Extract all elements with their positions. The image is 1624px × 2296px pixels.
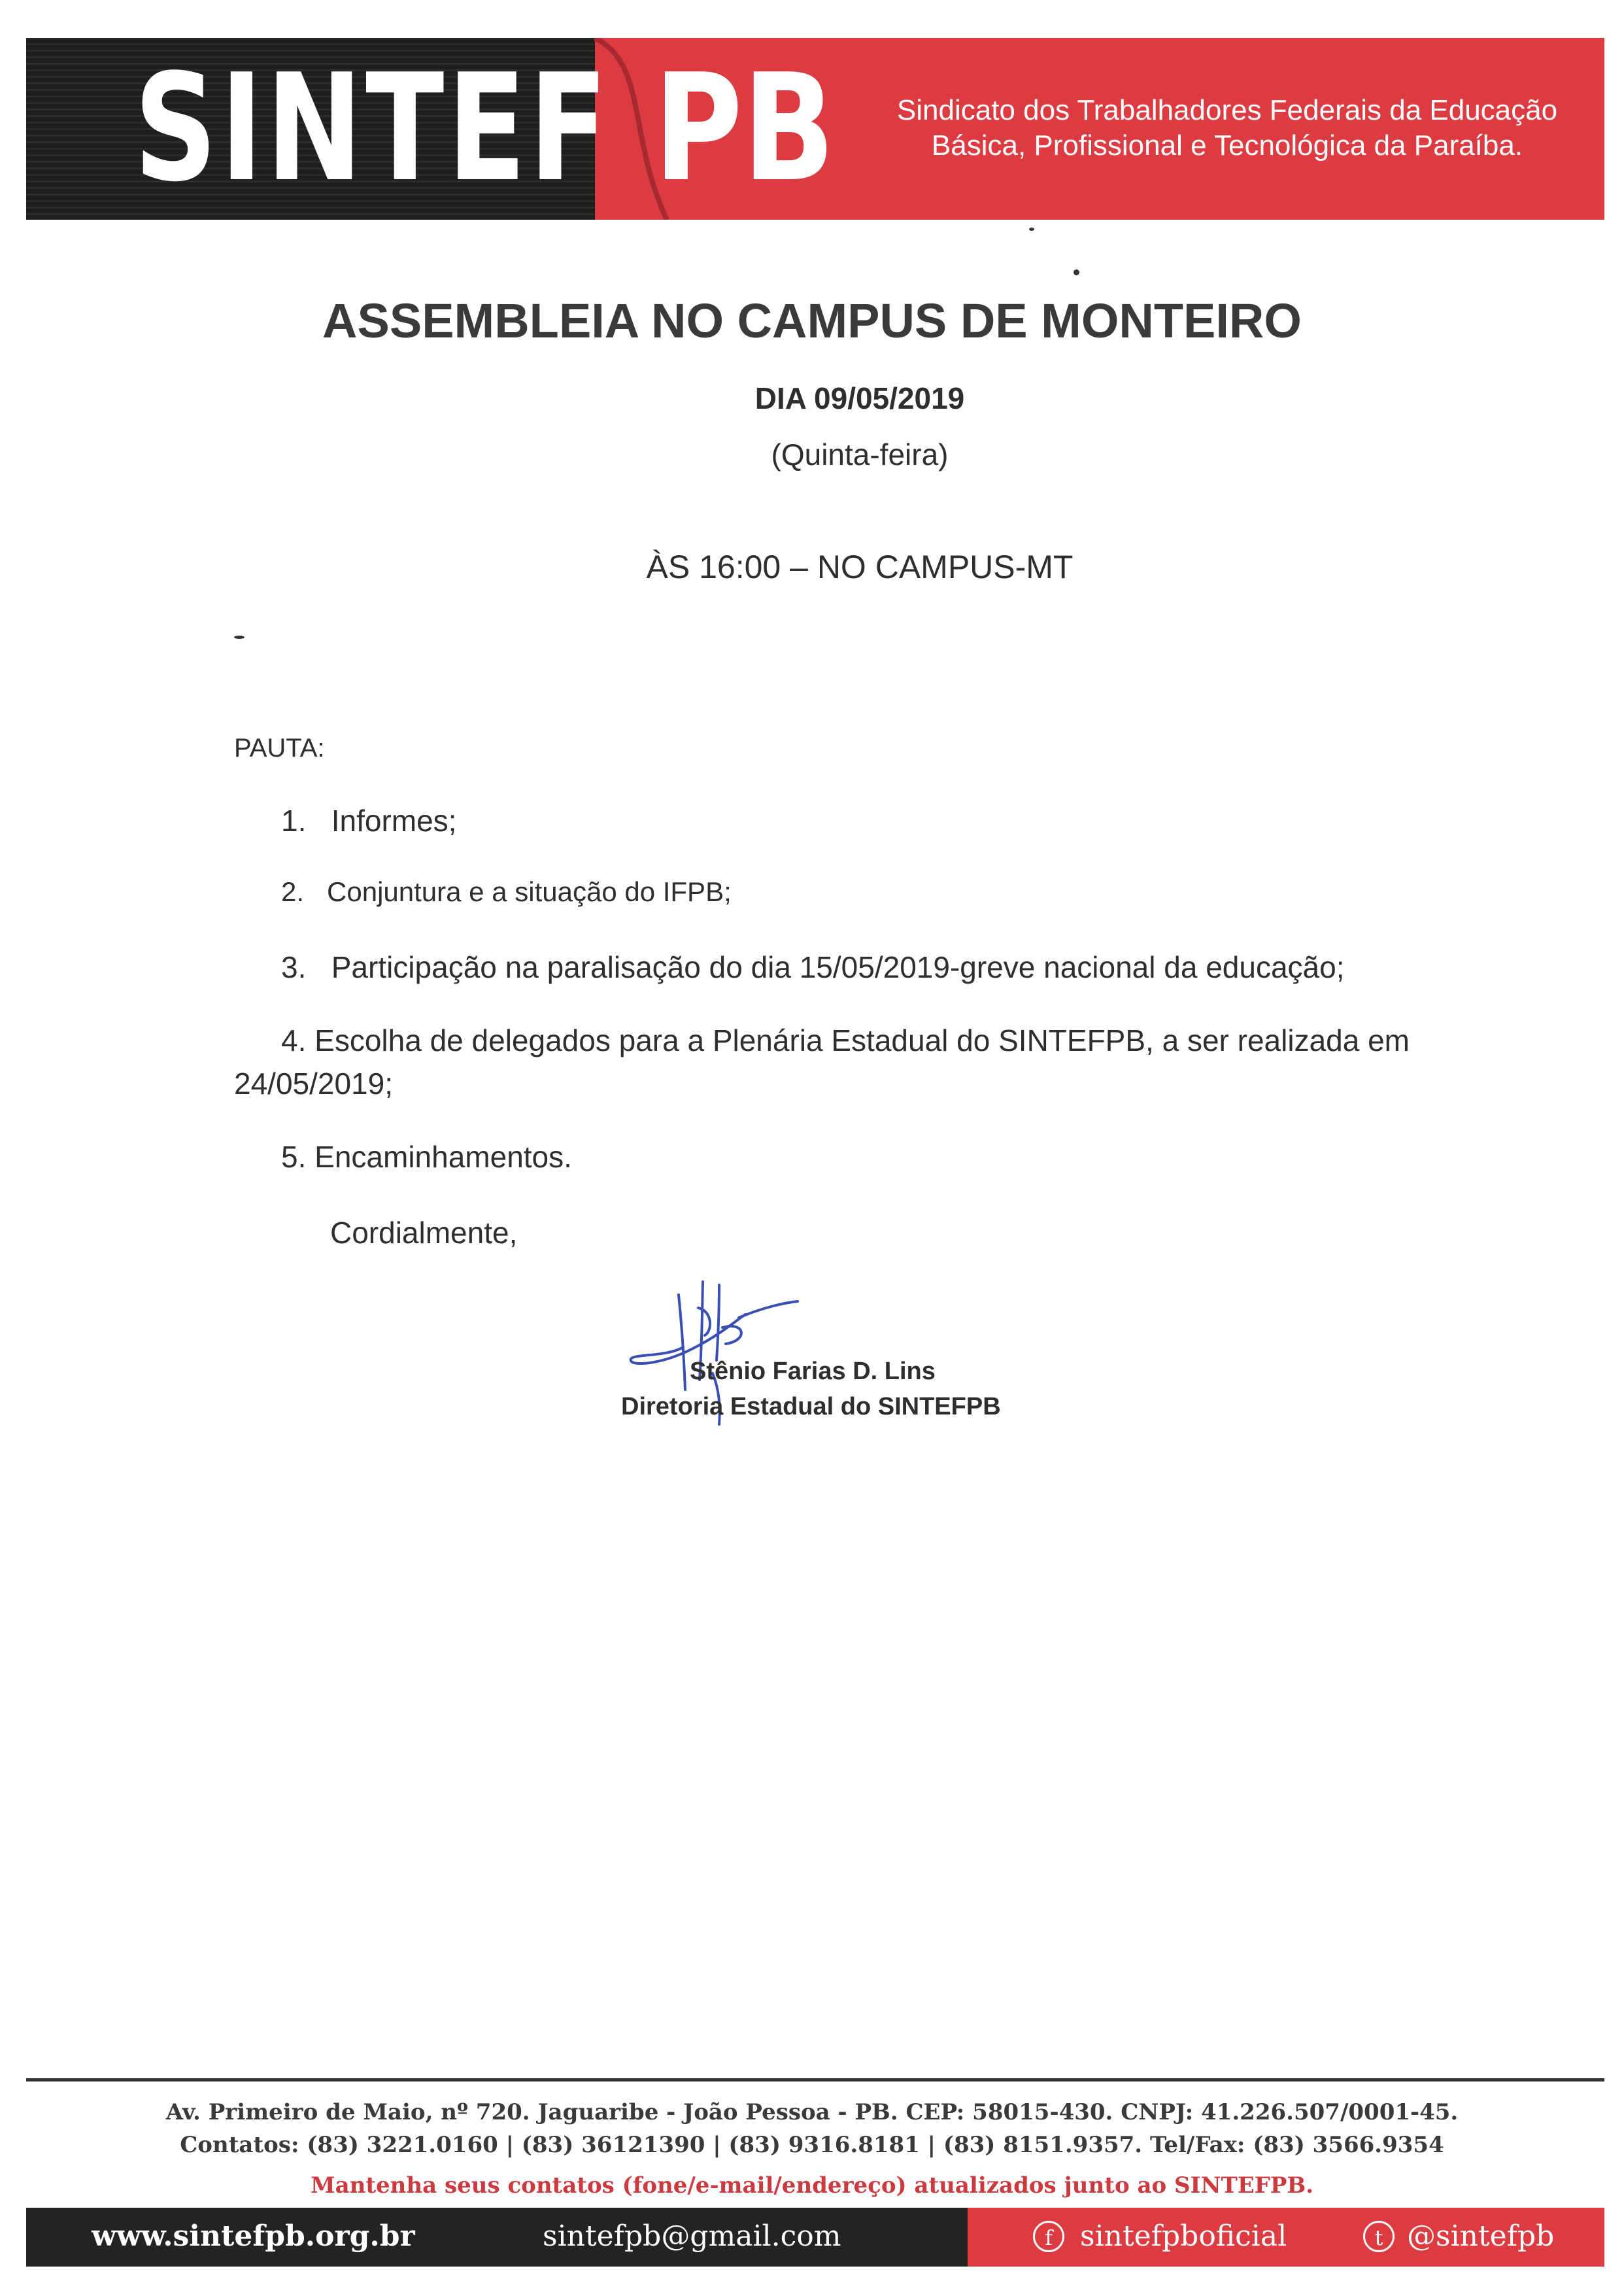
logo-pb: PB — [654, 43, 836, 214]
agenda-item — [281, 1023, 1410, 1058]
scan-speck — [234, 636, 245, 639]
signer-name: Stênio Farias D. Lins — [690, 1358, 936, 1385]
union-name-line2: Básica, Profissional e Tecnológica da Paraíba. — [931, 129, 1523, 162]
agenda-item-number: 1. — [281, 804, 307, 838]
agenda-item-continuation: 24/05/2019; — [234, 1067, 394, 1101]
agenda-item — [281, 803, 456, 838]
agenda-item-number: 3. — [281, 950, 307, 984]
meeting-time-place: ÀS 16:00 – NO CAMPUS-MT — [646, 549, 1074, 585]
scan-speck — [1074, 269, 1079, 275]
agenda-item-text: Informes; — [331, 804, 457, 838]
document-title: ASSEMBLEIA NO CAMPUS DE MONTEIRO — [322, 294, 1302, 348]
agenda-item — [281, 950, 1344, 985]
agenda-item-text: Escolha de delegados para a Plenária Estadual do SINTEFPB, a ser realizada em — [314, 1023, 1410, 1057]
agenda-item — [281, 876, 732, 908]
twitter-icon: t — [1363, 2221, 1395, 2252]
meeting-date: DIA 09/05/2019 — [754, 381, 965, 415]
agenda-item-text: Participação na paralisação do dia 15/05/2019-greve nacional da educação; — [331, 950, 1345, 984]
footer-twitter-link[interactable]: @sintefpb — [1407, 2219, 1555, 2253]
footer-email-link[interactable]: sintefpb@gmail.com — [543, 2219, 841, 2253]
signer-role: Diretoria Estadual do SINTEFPB — [621, 1393, 1001, 1420]
footer-website-link[interactable]: www.sintefpb.org.br — [92, 2219, 415, 2253]
agenda-item-number: 5. — [281, 1140, 307, 1174]
footer-facebook-link[interactable]: sintefpboficial — [1080, 2219, 1287, 2253]
union-name-line1: Sindicato dos Trabalhadores Federais da Educação — [896, 94, 1558, 126]
agenda-item-number: 4. — [281, 1023, 307, 1057]
footer-contacts: Contatos: (83) 3221.0160 | (83) 36121390 | (83) 9316.8181 | (83) 8151.9357. Tel/Fax: (83) 3566.9354 — [180, 2132, 1444, 2158]
letterhead-banner — [26, 38, 1604, 220]
agenda-label: PAUTA: — [234, 734, 325, 762]
logo-sintef: SINTEF — [134, 43, 611, 214]
meeting-weekday: (Quinta-feira) — [771, 437, 949, 471]
agenda-item-text: Encaminhamentos. — [314, 1140, 572, 1174]
agenda-item-text: Conjuntura e a situação do IFPB; — [327, 876, 732, 907]
closing-salutation: Cordialmente, — [330, 1216, 518, 1250]
footer-address: Av. Primeiro de Maio, nº 720. Jaguaribe - João Pessoa - PB. CEP: 58015-430. CNPJ: 41.226.507/0001-45. — [165, 2099, 1459, 2125]
footer-bar — [26, 2208, 1604, 2267]
agenda-item — [281, 1139, 572, 1174]
footer-update-notice: Mantenha seus contatos (fone/e-mail/endereço) atualizados junto ao SINTEFPB. — [310, 2172, 1314, 2199]
footer-divider — [26, 2078, 1604, 2082]
union-full-name — [851, 93, 1603, 163]
agenda-item-number: 2. — [281, 876, 305, 907]
scan-speck — [1029, 228, 1034, 231]
facebook-icon: f — [1033, 2221, 1064, 2252]
